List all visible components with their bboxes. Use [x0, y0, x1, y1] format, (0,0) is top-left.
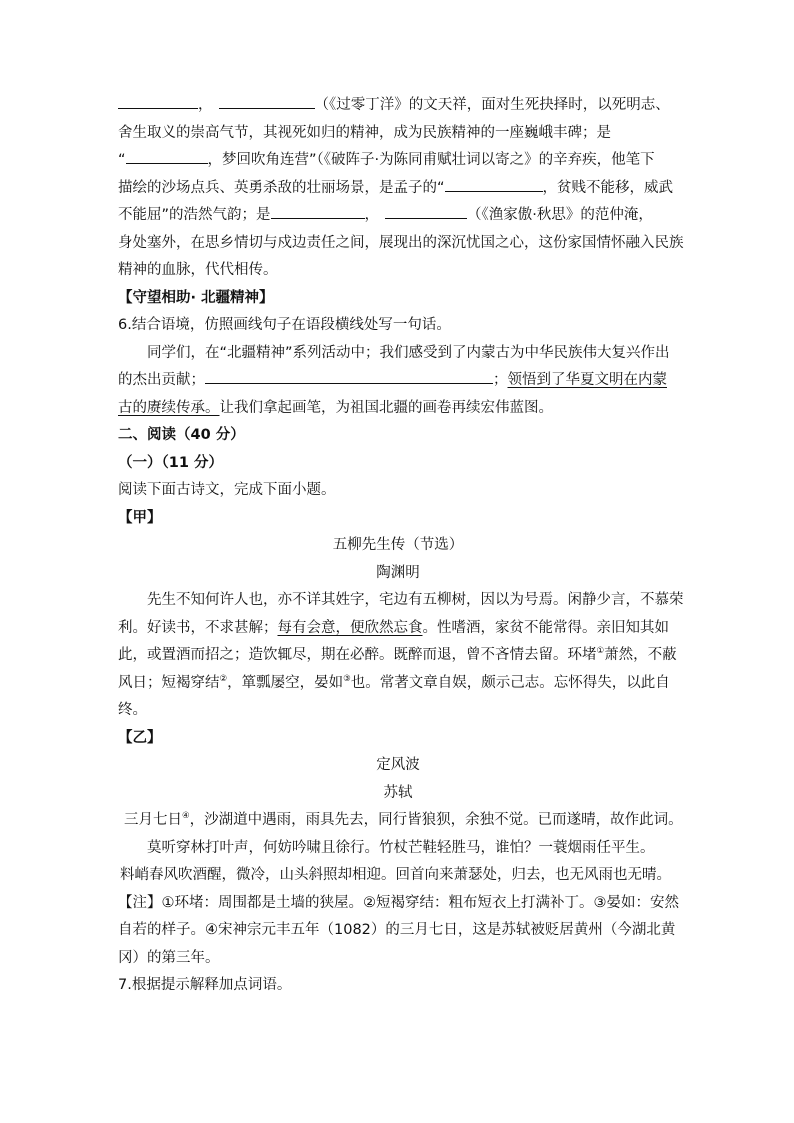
passage-line: 利。好读书，不求甚解；每有会意，便欣然忘食。性嗜酒，家贫不能常得。亲旧知其如 — [118, 619, 669, 636]
section-title: 二、阅读（40 分） — [118, 427, 245, 443]
notes-line: 自若的样子。④宋神宗元丰五年（1082）的三月七日，这是苏轼被贬居黄州（今湖北黄 — [118, 922, 676, 938]
poem-title: 定风波 — [376, 757, 420, 773]
text-line: 精神的血脉，代代相传。 — [118, 262, 278, 278]
footnote-marker: ③ — [343, 673, 351, 684]
passage-title: 五柳先生传（节选） — [332, 537, 464, 553]
answer-blank[interactable] — [219, 93, 315, 109]
passage-author: 陶渊明 — [376, 564, 420, 581]
footnote-marker: ① — [596, 646, 605, 657]
answer-blank[interactable] — [445, 176, 543, 192]
text-line: 身处塞外，在思乡情切与戍边责任之间，展现出的深沉忧国之心，这份家国情怀融入民族 — [118, 234, 684, 251]
notes-line: 【注】①环堵：周围都是土墙的狭屋。②短褐穿结：粗布短衣上打满补丁。③晏如：安然 — [118, 894, 679, 911]
fill-blank-line-1: ， （《过零丁洋》的文天祥，面对生死抉择时，以死明志、 — [118, 92, 678, 120]
answer-blank[interactable] — [385, 203, 467, 219]
notes-line: 冈）的第三年。 — [118, 949, 220, 966]
fill-blank-line-3: “ ，梦回吹角连营”（《破阵子·为陈同甫赋壮词以寄之》的辛弃疾，他笔下 — [118, 147, 678, 175]
subsection-title: （一）（11 分） — [118, 454, 223, 471]
answer-blank[interactable] — [205, 368, 493, 384]
question-6-paragraph: 同学们，在“北疆精神”系列活动中；我们感受到了内蒙古为中华民族伟大复兴作出 — [147, 344, 670, 361]
model-sentence: 古的赓续传承。 — [118, 399, 220, 416]
passage-line: 风日；短褐穿结②，箪瓢屡空，晏如③也。常著文章自娱，颇示己志。忘怀得失，以此自 — [118, 673, 670, 691]
passage-line: 终。 — [118, 702, 147, 718]
answer-blank[interactable] — [271, 203, 365, 219]
model-sentence: 领悟到了华夏文明在内蒙 — [507, 372, 667, 388]
question-6-blank-line: 的杰出贡献； ；领悟到了华夏文明在内蒙 — [118, 367, 678, 395]
answer-blank[interactable] — [118, 93, 198, 109]
fill-blank-line-5: 不能屈”的浩然气韵；是 ， （《渔家傲·秋思》的范仲淹， — [118, 202, 678, 230]
passage-label-yi: 【乙】 — [118, 729, 162, 746]
footnote-marker: ④ — [182, 811, 190, 822]
question-7-title: 7.根据提示解释加点词语。 — [118, 977, 292, 993]
passage-line: 先生不知何许人也，亦不详其姓字，宅边有五柳树，因以为号焉。闲静少言，不慕荣 — [147, 592, 684, 608]
fill-blank-line-4: 描绘的沙场点兵、英勇杀敌的壮丽场景，是孟子的“ ，贫贱不能移，威武 — [118, 175, 678, 203]
passage-label-jia: 【甲】 — [118, 509, 162, 526]
answer-blank[interactable] — [126, 148, 208, 164]
poem-line: 莫听穿林打叶声，何妨吟啸且徐行。竹杖芒鞋轻胜马，谁怕？一蓑烟雨任平生。 — [147, 839, 655, 856]
section-heading: 【守望相助· 北疆精神】 — [118, 289, 274, 306]
question-6-title: 6.结合语境，仿照画线句子在语段横线处写一句话。 — [118, 317, 451, 333]
text-line: 舍生取义的崇高气节，其视死如归的精神，成为民族精神的一座巍峨丰碑；是 — [118, 124, 611, 141]
poem-line: 料峭春风吹酒醒，微冷，山头斜照却相迎。回首向来萧瑟处，归去，也无风雨也无晴。 — [120, 867, 671, 883]
instruction: 阅读下面古诗文，完成下面小题。 — [118, 482, 336, 498]
question-6-line: 古的赓续传承。让我们拿起画笔，为祖国北疆的画卷再续宏伟蓝图。 — [118, 399, 553, 416]
underlined-sentence: 每有会意，便欣然忘食 — [277, 619, 423, 636]
poem-preface: 三月七日④，沙湖道中遇雨，雨具先去，同行皆狼狈，余独不觉。已而遂晴，故作此词。 — [124, 811, 683, 828]
poem-author: 苏轼 — [383, 784, 413, 801]
document-page — [118, 92, 684, 1000]
passage-line: 此，或置酒而招之；造饮辄尽，期在必醉。既醉而退，曾不吝情去留。环堵①萧然，不蔽 — [118, 646, 677, 663]
footnote-marker: ② — [219, 673, 228, 684]
